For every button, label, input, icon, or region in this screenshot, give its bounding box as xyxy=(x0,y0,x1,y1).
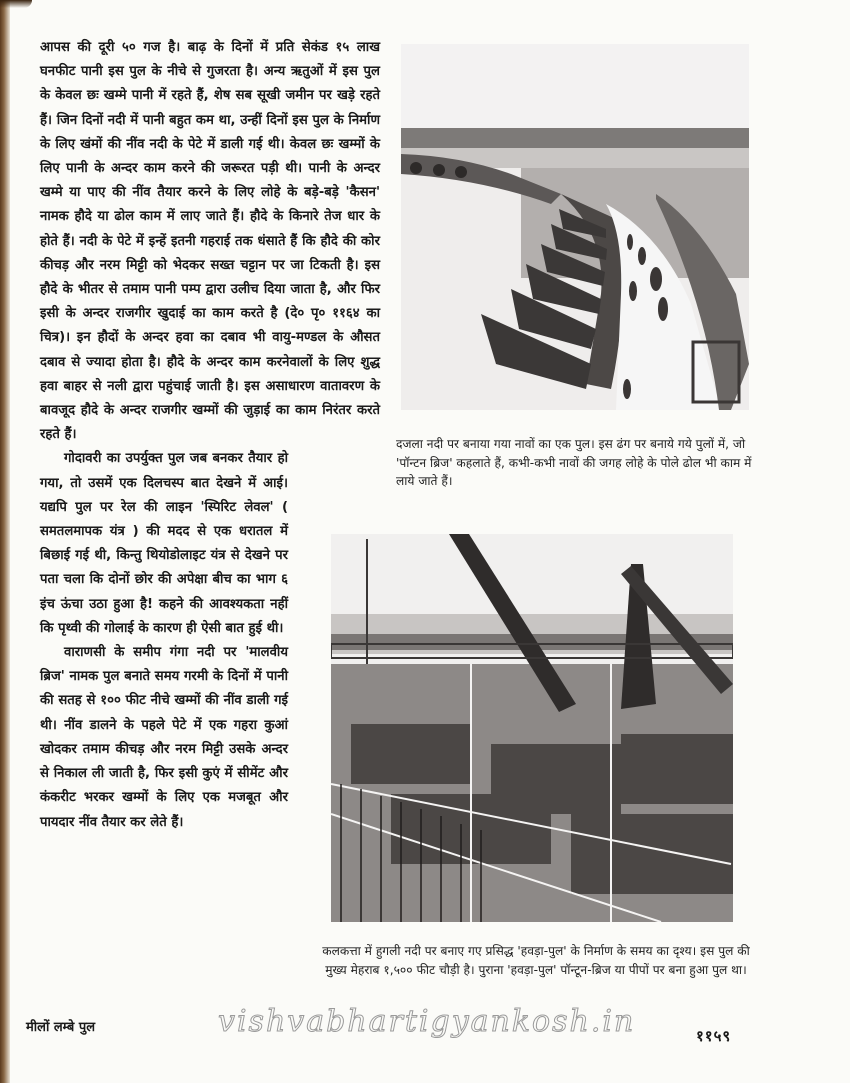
paragraph-caisson-foundations: आपस की दूरी ५० गज है। बाढ़ के दिनों में प्रति सेकंड १५ लाख घनफीट पानी इस पुल के नीचे से गुजरता है। अन्य ऋतुओं में इस पुल के केवल छः खम्मे पानी में रहते हैं, शेष सब सूखी जमीन पर खड़े रहते हैं। जिन दिनों नदी में पानी बहुत कम था, उन्हीं दिनों इस पुल के निर्माण के लिए खंमों की नींव नदी के पेटे में डाली गई थी। केवल छः खम्मों के लिए पानी के अन्दर काम करने की जरूरत पड़ी थी। पानी के अन्दर खम्मे या पाए की नींव तैयार करने के लिए लोहे के बड़े-बड़े 'कैसन' नामक हौदे या ढोल काम में लाए जाते हैं। हौदे के किनारे तेज धार के होते हैं। नदी के पेटे में इन्हें इतनी गहराई तक धंसाते हैं कि हौदे की कोर कीचड़ और नरम मिट्टी को भेदकर सख्त चट्टान पर जा टिकती है। इस हौदे के भीतर से तमाम पानी पम्प द्वारा उलीच दिया जाता है, और फिर इसी के अन्दर राजगीर खुदाई का काम करते है (दे० पृ० ११६४ का चित्र)। इन हौदों के अन्दर हवा का दबाव भी वायु-मण्डल के औसत दबाव से ज्यादा होता है। हौदे के अन्दर काम करनेवालों के लिए शुद्ध हवा बाहर से नली द्वारा पहुंचाई जाती है। इस असाधारण वातावरण के बावजूद हौदे के अन्दर राजगीर खम्मों की जुड़ाई का काम निरंतर करते रहते हैं। xyxy=(40,40,380,443)
howrah-bridge-construction-photo xyxy=(331,534,733,922)
paragraph-godavari-bridge: गोदावरी का उपर्युक्त पुल जब बनकर तैयार हो गया, तो उसमें एक दिलचस्प बात देखने में आई। यद्यपि पुल पर रेल की लाइन 'स्पिरिट लेवल' ( समतलमापक यंत्र ) की मदद से एक धरातल में बिछाई गई थी, किन्तु थियोडोलाइट यंत्र से देखने पर पता चला कि दोनों छोर की अपेक्षा बीच का भाग ६ इंच ऊंचा उठा हुआ है! कहने की आवश्यकता नहीं कि पृथ्वी की गोलाई के कारण ही ऐसी बात हुई थी। xyxy=(40,451,288,636)
paragraph-malaviya-bridge: वाराणसी के समीप गंगा नदी पर 'मालवीय ब्रिज' नामक पुल बनाते समय गरमी के दिनों में पानी की सतह से १०० फीट नीचे खम्मों की नींव डाली गई थी। नींव डालने के पहले पेटे में एक गहरा कुआं खोदकर तमाम कीचड़ और नरम मिट्टी उसके अन्दर से निकाल ली जाती है, फिर इसी कुएं में सीमेंट और कंकरीट भरकर खम्मों के लिए एक मजबूत और पायदार नींव तैयार कर लेते हैं। xyxy=(40,645,288,830)
watermark: vishvabhartigyankosh.in xyxy=(218,1004,636,1039)
running-title: मीलों लम्बे पुल xyxy=(26,1020,96,1035)
book-spine-edge xyxy=(0,0,10,1083)
howrah-construction-illustration xyxy=(331,534,733,922)
figure-caption-pontoon-bridge: दजला नदी पर बनाया गया नावों का एक पुल। इस ढंग पर बनाये गये पुलों में, जो 'पॉन्टन ब्रिज' कहलाते हैं, कभी-कभी नावों की जगह लोहे के पोले ढोल भी काम में लाये जाते हैं। xyxy=(396,437,752,488)
figure-caption-howrah-bridge: कलकत्ता में हुगली नदी पर बनाए गए प्रसिद्ध 'हवड़ा-पुल' के निर्माण के समय का दृश्य। इस पुल की मुख्य मेहराब १,५०० फीट चौड़ी है। पुराना 'हवड़ा-पुल' पॉन्टून-ब्रिज या पीपों पर बना हुआ पुल था। xyxy=(322,944,750,977)
body-text-column xyxy=(40,36,380,835)
pontoon-bridge-illustration xyxy=(401,44,749,410)
page-corner-shadow xyxy=(0,0,32,8)
pontoon-bridge-photo xyxy=(401,44,749,410)
body-text-lower xyxy=(40,447,288,834)
page-number: ११५९ xyxy=(696,1027,732,1045)
